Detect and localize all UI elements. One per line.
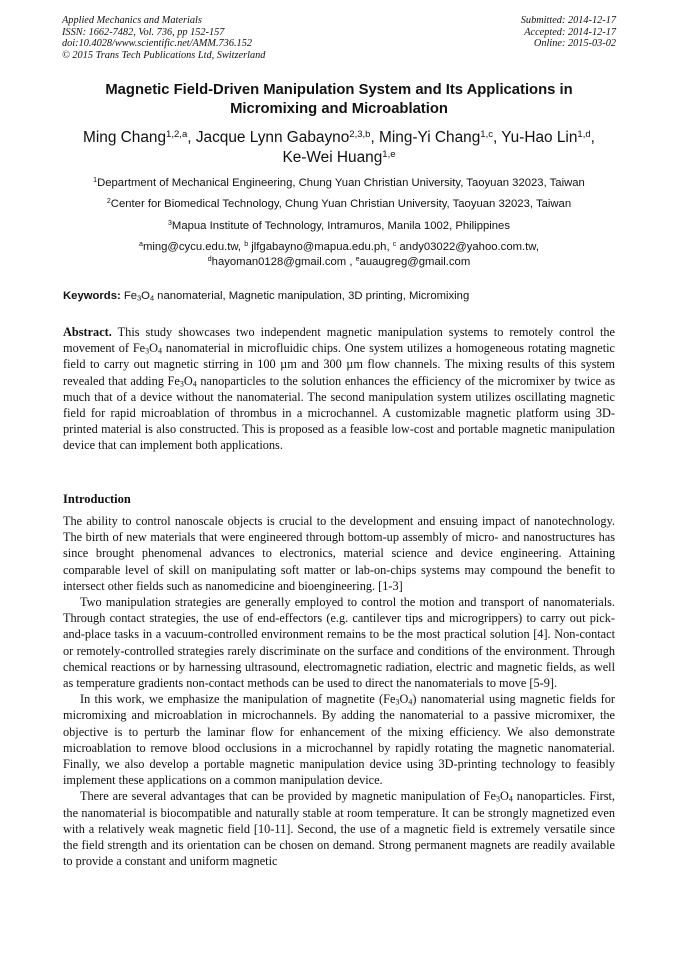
formula-subscript: 4 bbox=[508, 795, 513, 805]
author-separator: , bbox=[370, 129, 380, 146]
paper-title bbox=[40, 81, 638, 119]
title-line-2: Micromixing and Microablation bbox=[230, 101, 448, 117]
paragraph-text: There are several advantages that can be provided by magnetic manipulation of Fe bbox=[80, 789, 496, 804]
formula-subscript: 4 bbox=[408, 697, 413, 707]
online-date: Online: 2015-03-02 bbox=[533, 38, 616, 50]
introduction-body bbox=[63, 513, 615, 869]
formula-subscript: 3 bbox=[137, 293, 142, 303]
email-address[interactable]: andy03022@yahoo.com.tw, bbox=[396, 241, 539, 253]
email-address[interactable]: auaugreg@gmail.com bbox=[359, 256, 471, 268]
submitted-date: Submitted: 2014-12-17 bbox=[520, 15, 616, 26]
journal-name: Applied Mechanics and Materials bbox=[62, 15, 202, 26]
affiliation-text: Department of Mechanical Engineering, Chung Yuan Christian University, Taoyuan 32023, Taiwan bbox=[97, 177, 585, 189]
abstract-text: nanoparticles to the solution enhances the efficiency of the micromixer by twice as much that of a device without the nanomaterial. The second manipulation system utilizes oscillating magnetic field for rapid microablation of thrombus in a microchannel. A customizable magnetic platform using 3D-printed material is also constructed. This is proposed as a feasible low-cost and portable magnetic manipulation device that can implement both applications. bbox=[63, 373, 615, 453]
author-name: Ming-Yi Chang bbox=[379, 129, 481, 146]
keywords-label: Keywords: bbox=[63, 290, 121, 302]
formula-part: Fe bbox=[123, 290, 138, 302]
doi-line: doi:10.4028/www.scientific.net/AMM.736.152 bbox=[62, 38, 252, 50]
author-superscript: 1,e bbox=[382, 148, 396, 160]
email-marker: d bbox=[207, 256, 212, 264]
submission-dates bbox=[521, 15, 616, 50]
affiliation-number: 2 bbox=[106, 198, 111, 206]
email-address[interactable]: jlfgabayno@mapua.edu.ph, bbox=[248, 241, 393, 253]
formula-part: O bbox=[141, 290, 150, 302]
email-address[interactable]: hayoman0128@gmail.com , bbox=[211, 256, 356, 268]
intro-paragraph-1: The ability to control nanoscale objects is crucial to the development and ensuing impact of nanotechnology. The birth of new materials that were engineered through bottom-up assembly of micro- and nanostructures has since brought phenomenal advances to electronics, material science and device engineering. Attaining comparable level of skill on manipulating soft matter or lab-on-chips systems may compound the benefit to intersect other fields such as nanomedicine and bioengineering. [1-3] bbox=[63, 514, 615, 593]
author-name: Ming Chang bbox=[83, 129, 167, 146]
formula-subscript: 3 bbox=[145, 346, 150, 356]
abstract-label: Abstract. bbox=[63, 325, 112, 339]
affiliation-number: 1 bbox=[93, 177, 98, 185]
paragraph-text: nanoparticles. First, the nanomaterial is biocompatible and naturally stable at room temperature. It can be strongly magnetized even with a relatively weak magnetic field [10-11]. Second, the use of a magnetic field is extremely versatile since the field strength and its orientation can be chosen on demand. Strong permanent magnets are readily available to provide a constant and uniform magnetic bbox=[63, 789, 616, 869]
formula-part: O bbox=[499, 789, 509, 804]
author-superscript: 1,d bbox=[577, 128, 591, 140]
affiliation-1 bbox=[40, 176, 638, 190]
copyright-line: © 2015 Trans Tech Publications Ltd, Switzerland bbox=[62, 49, 266, 61]
author-separator: , bbox=[590, 129, 595, 146]
author-superscript: 2,3,b bbox=[349, 128, 371, 140]
journal-info bbox=[62, 15, 265, 61]
email-marker: b bbox=[244, 241, 249, 249]
affiliation-2 bbox=[40, 197, 638, 211]
author-name: Ke-Wei Huang bbox=[282, 149, 383, 166]
formula-subscript: 3 bbox=[179, 379, 184, 389]
intro-paragraph-2: Two manipulation strategies are generally employed to control the motion and transport of nanomaterials. Through contact strategies, the use of end-effectors (e.g. cantilever tips and microgrippers) to carry out pick-and-place tasks in a vacuum-controlled environment remains to be the most practical solution [4]. Non-contact or remotely-controlled strategies rarely discriminate on the surface and conditions of the environment. Through chemical reactions or by harnessing ultrasound, electromagnetic radiation, electric and magnetic fields, as well as temperature gradients non-contact methods can be used to direct the nanomaterials to move [5-9]. bbox=[63, 595, 615, 691]
author-separator: , bbox=[187, 129, 196, 146]
issn-line: ISSN: 1662-7482, Vol. 736, pp 152-157 bbox=[62, 26, 225, 38]
formula-subscript: 3 bbox=[495, 795, 500, 805]
email-marker: e bbox=[355, 256, 360, 264]
affiliation-text: Mapua Institute of Technology, Intramuros, Manila 1002, Philippines bbox=[171, 220, 510, 232]
paragraph-text: ) nanomaterial using magnetic fields for micromixing and microablation in microchannels. By adding the nanomaterial to a passive micromixer, the objective is to perturb the laminar flow for enhancement of the mixing efficiency. We also demonstrate microablation to remove blood occlusions in a microchannel by rapidly rotating the magnetic nanomaterial. Finally, we also develop a portable magnetic manipulation device using 3D-printing technology to feasibly implement these applications on a common manipulation device. bbox=[63, 692, 615, 788]
accepted-date: Accepted: 2014-12-17 bbox=[524, 26, 616, 38]
affiliation-number: 3 bbox=[168, 220, 172, 228]
section-heading-introduction: Introduction bbox=[63, 492, 131, 506]
email-marker: a bbox=[139, 241, 143, 249]
author-superscript: 1,2,a bbox=[166, 128, 188, 140]
intro-paragraph-4 bbox=[63, 788, 615, 869]
keywords bbox=[63, 289, 615, 303]
affiliation-text: Center for Biomedical Technology, Chung Yuan Christian University, Taoyuan 32023, Taiwan bbox=[110, 198, 572, 210]
keywords-list: nanomaterial, Magnetic manipulation, 3D printing, Micromixing bbox=[154, 290, 470, 302]
abstract-paragraph bbox=[63, 324, 615, 454]
formula-part: O bbox=[149, 341, 159, 356]
formula-part: O bbox=[399, 692, 409, 707]
abstract bbox=[63, 324, 615, 454]
email-line-2 bbox=[40, 255, 638, 270]
author-superscript: 1,c bbox=[480, 128, 493, 140]
author-list bbox=[40, 128, 638, 168]
formula-subscript: 4 bbox=[192, 379, 197, 389]
author-line-2 bbox=[40, 148, 638, 168]
author-name: Jacque Lynn Gabayno bbox=[195, 129, 350, 146]
formula-subscript: 3 bbox=[395, 697, 400, 707]
email-address[interactable]: ming@cycu.edu.tw, bbox=[142, 241, 245, 253]
author-name: Yu-Hao Lin bbox=[501, 129, 578, 146]
abstract-text: This study showcases two independent magnetic manipulation systems to remotely control the movement of Fe bbox=[63, 325, 615, 356]
paragraph-text: In this work, we emphasize the manipulation of magnetite (Fe bbox=[80, 692, 396, 707]
email-line-1 bbox=[40, 240, 638, 255]
email-marker: c bbox=[392, 241, 397, 249]
abstract-text: nanomaterial in microfluidic chips. One system utilizes a homogeneous rotating magnetic field to carry out magnetic stirring in 100 µm and 300 µm flow channels. The mixing results of this system revealed that adding Fe bbox=[63, 341, 615, 388]
title-line-1: Magnetic Field-Driven Manipulation System and Its Applications in bbox=[105, 82, 573, 98]
author-separator: , bbox=[492, 129, 502, 146]
intro-paragraph-3 bbox=[63, 691, 615, 788]
formula-subscript: 4 bbox=[158, 346, 163, 356]
author-line-1 bbox=[40, 128, 638, 148]
affiliation-3 bbox=[40, 219, 638, 233]
formula-subscript: 4 bbox=[149, 293, 155, 303]
formula-part: O bbox=[183, 373, 193, 388]
author-emails bbox=[40, 240, 638, 270]
